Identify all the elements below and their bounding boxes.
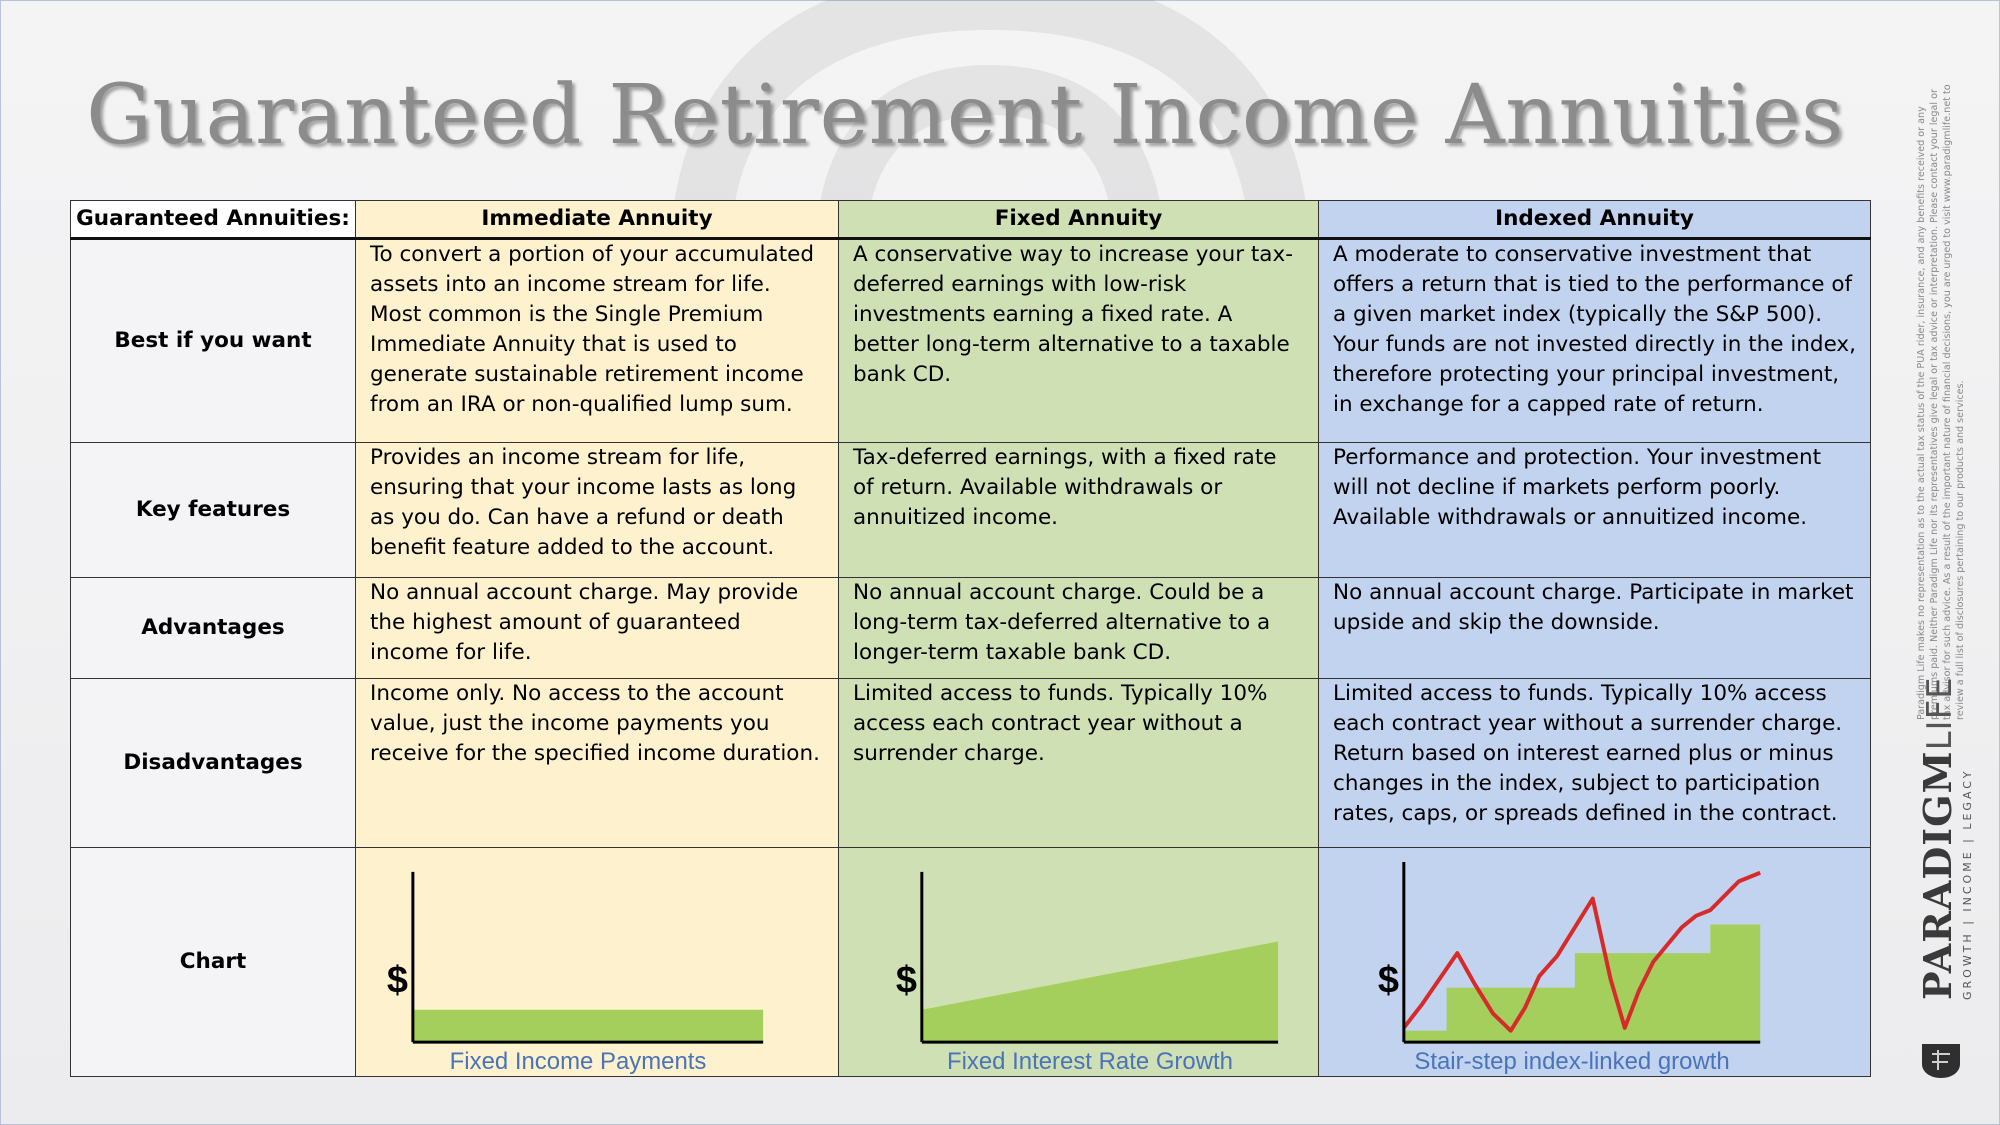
chart-area-fill <box>413 1010 763 1042</box>
logo-name-light: LIFE <box>1920 676 1960 751</box>
row-label: Disadvantages <box>71 679 356 848</box>
header-row <box>71 201 1871 239</box>
logo-name-bold: PARADIGM <box>1915 750 1960 1000</box>
cell-indexed: Performance and protection. Your investment will not decline if markets perform poorly. Available withdrawals or annuitized income. <box>1319 443 1871 578</box>
row-label: Chart <box>71 848 356 1077</box>
cell-fixed: Limited access to funds. Typically 10% access each contract year without a surrender charge. <box>839 679 1319 848</box>
column-header-immediate: Immediate Annuity <box>356 201 839 239</box>
cell-immediate: Provides an income stream for life, ensuring that your income lasts as long as you do. Can have a refund or death benefit feature added to the account. <box>356 443 839 578</box>
paradigm-life-logo <box>1915 676 1974 1000</box>
chart-area-fill <box>1404 924 1760 1042</box>
table-row-chart <box>71 848 1871 1077</box>
table-row-disadvantages <box>71 679 1871 848</box>
row-label: Key features <box>71 443 356 578</box>
table-row-key-features <box>71 443 1871 578</box>
chart-cell-indexed <box>1319 848 1871 1077</box>
chart-caption: Fixed Interest Rate Growth <box>946 1048 1233 1076</box>
chart-fixed-growth <box>839 848 1318 1076</box>
row-label: Best if you want <box>71 239 356 443</box>
chart-y-label: $ <box>1377 959 1399 1002</box>
cell-fixed: No annual account charge. Could be a long-term tax-deferred alternative to a longer-term taxable bank CD. <box>839 578 1319 679</box>
row-label: Advantages <box>71 578 356 679</box>
chart-y-label: $ <box>895 959 917 1002</box>
cell-immediate: To convert a portion of your accumulated assets into an income stream for life. Most common is the Single Premium Immediate Annuity that is used to generate sustainable retirement income from an IRA or non-qualified lump sum. <box>356 239 839 443</box>
logo-tagline: GROWTH | INCOME | LEGACY <box>1961 768 1974 1000</box>
chart-y-label: $ <box>386 959 409 1002</box>
cell-fixed: Tax-deferred earnings, with a fixed rate of return. Available withdrawals or annuitized income. <box>839 443 1319 578</box>
table-row-advantages <box>71 578 1871 679</box>
cell-indexed: A moderate to conservative investment that offers a return that is tied to the performance of a given market index (typically the S&P 500). Your funds are not invested directly in the index, therefore protecting your principal investment, in exchange for a capped rate of return. <box>1319 239 1871 443</box>
cell-indexed: Limited access to funds. Typically 10% access each contract year without a surrender charge. Return based on interest earned plus or minus changes in the index, subject to participation rates, caps, or spreads defined in the contract. <box>1319 679 1871 848</box>
chart-cell-fixed <box>839 848 1319 1077</box>
chart-caption: Stair-step index-linked growth <box>1414 1048 1730 1076</box>
annuity-comparison-table <box>70 200 1871 1077</box>
chart-area-fill <box>922 942 1278 1043</box>
table-row-best-if <box>71 239 1871 443</box>
chart-caption: Fixed Income Payments <box>449 1048 707 1076</box>
disclaimer-text: Paradigm Life makes no representation as to the actual tax status of the PUA rider, insurance, and any benefits received or any premiums paid. Neither Paradigm Life nor its representatives give legal or tax advice or interpretation. Please contact your legal or tax advisor for such advice. As a result of the important nature of financial decisions, you are urged to visit www.paradigmlife.net to review a full list of disclosures pertaining to our products and services. <box>1916 84 1966 720</box>
column-header-fixed: Fixed Annuity <box>839 201 1319 239</box>
chart-indexed-growth <box>1319 848 1870 1076</box>
shield-logo-icon <box>1918 1040 1964 1080</box>
chart-cell-immediate <box>356 848 839 1077</box>
logo-wordmark <box>1915 676 1960 1000</box>
cell-indexed: No annual account charge. Participate in market upside and skip the downside. <box>1319 578 1871 679</box>
chart-fixed-income <box>356 848 838 1076</box>
cell-fixed: A conservative way to increase your tax-deferred earnings with low-risk investments earning a fixed rate. A better long-term alternative to a taxable bank CD. <box>839 239 1319 443</box>
slide-title: Guaranteed Retirement Income Annuities <box>86 68 1844 163</box>
cell-immediate: Income only. No access to the account value, just the income payments you receive for the specified income duration. <box>356 679 839 848</box>
column-header-indexed: Indexed Annuity <box>1319 201 1871 239</box>
cell-immediate: No annual account charge. May provide the highest amount of guaranteed income for life. <box>356 578 839 679</box>
corner-header: Guaranteed Annuities: <box>71 201 356 239</box>
